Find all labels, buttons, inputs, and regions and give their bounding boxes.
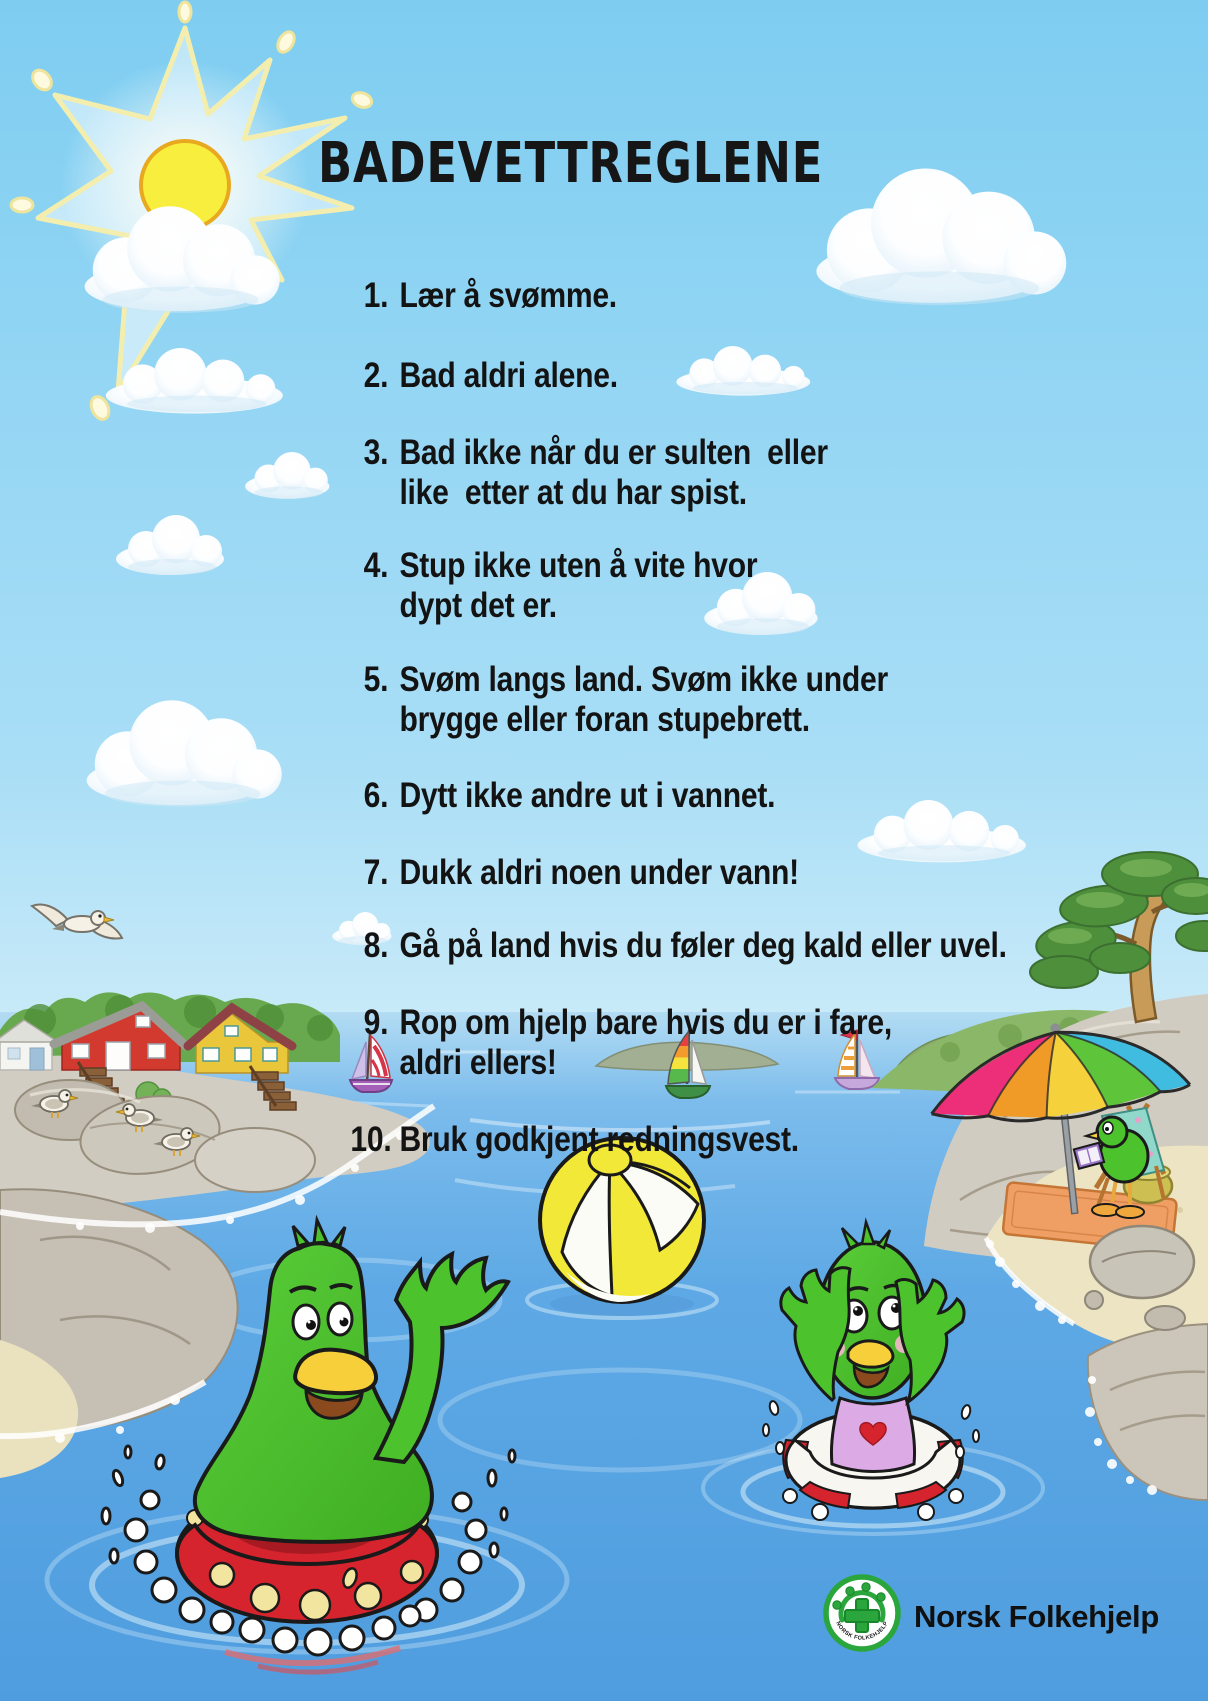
rule-5: 5. Svøm langs land. Svøm ikke under brygge eller foran stupebrett. bbox=[318, 620, 888, 780]
rule-number: 4. bbox=[363, 546, 389, 585]
rule-number: 3. bbox=[363, 433, 389, 472]
rule-number: 10. bbox=[350, 1120, 392, 1159]
rule-text: Bad ikke når du er sulten eller bbox=[399, 433, 828, 472]
rule-text: Dukk aldri noen under vann! bbox=[399, 853, 799, 892]
poster-title: BADEVETTREGLENE bbox=[318, 131, 824, 196]
rule-text: Rop om hjelp bare hvis du er i fare, bbox=[399, 1003, 892, 1042]
rule-number: 2. bbox=[363, 356, 389, 395]
rule-text: Gå på land hvis du føler deg kald eller uvel. bbox=[399, 926, 1007, 965]
rule-text: Dytt ikke andre ut i vannet. bbox=[399, 776, 776, 815]
rule-number: 9. bbox=[363, 1003, 389, 1042]
rule-4: 4. Stup ikke uten å vite hvor dypt det er. bbox=[318, 506, 757, 666]
brand-name: Norsk Folkehjelp bbox=[914, 1599, 1159, 1634]
logo-curved-text: NORSK FOLKEHJELP bbox=[834, 1620, 890, 1642]
rule-number: 5. bbox=[363, 660, 389, 699]
rule-text: Bruk godkjent redningsvest. bbox=[399, 1120, 799, 1159]
rule-number: 8. bbox=[363, 926, 389, 965]
rule-text: Svøm langs land. Svøm ikke under bbox=[399, 660, 888, 699]
rule-3: 3. Bad ikke når du er sulten eller like etter at du har spist. bbox=[318, 393, 828, 553]
rule-text: Bad aldri alene. bbox=[399, 356, 618, 395]
rule-text: Lær å svømme. bbox=[399, 276, 617, 315]
rule-text: Stup ikke uten å vite hvor bbox=[399, 546, 758, 585]
rule-9: 9. Rop om hjelp bare hvis du er i fare, aldri ellers! bbox=[318, 963, 892, 1123]
rule-10 bbox=[318, 1080, 799, 1200]
rule-number: 6. bbox=[363, 776, 389, 815]
rule-number: 1. bbox=[363, 276, 389, 315]
rule-number: 7. bbox=[363, 853, 389, 892]
